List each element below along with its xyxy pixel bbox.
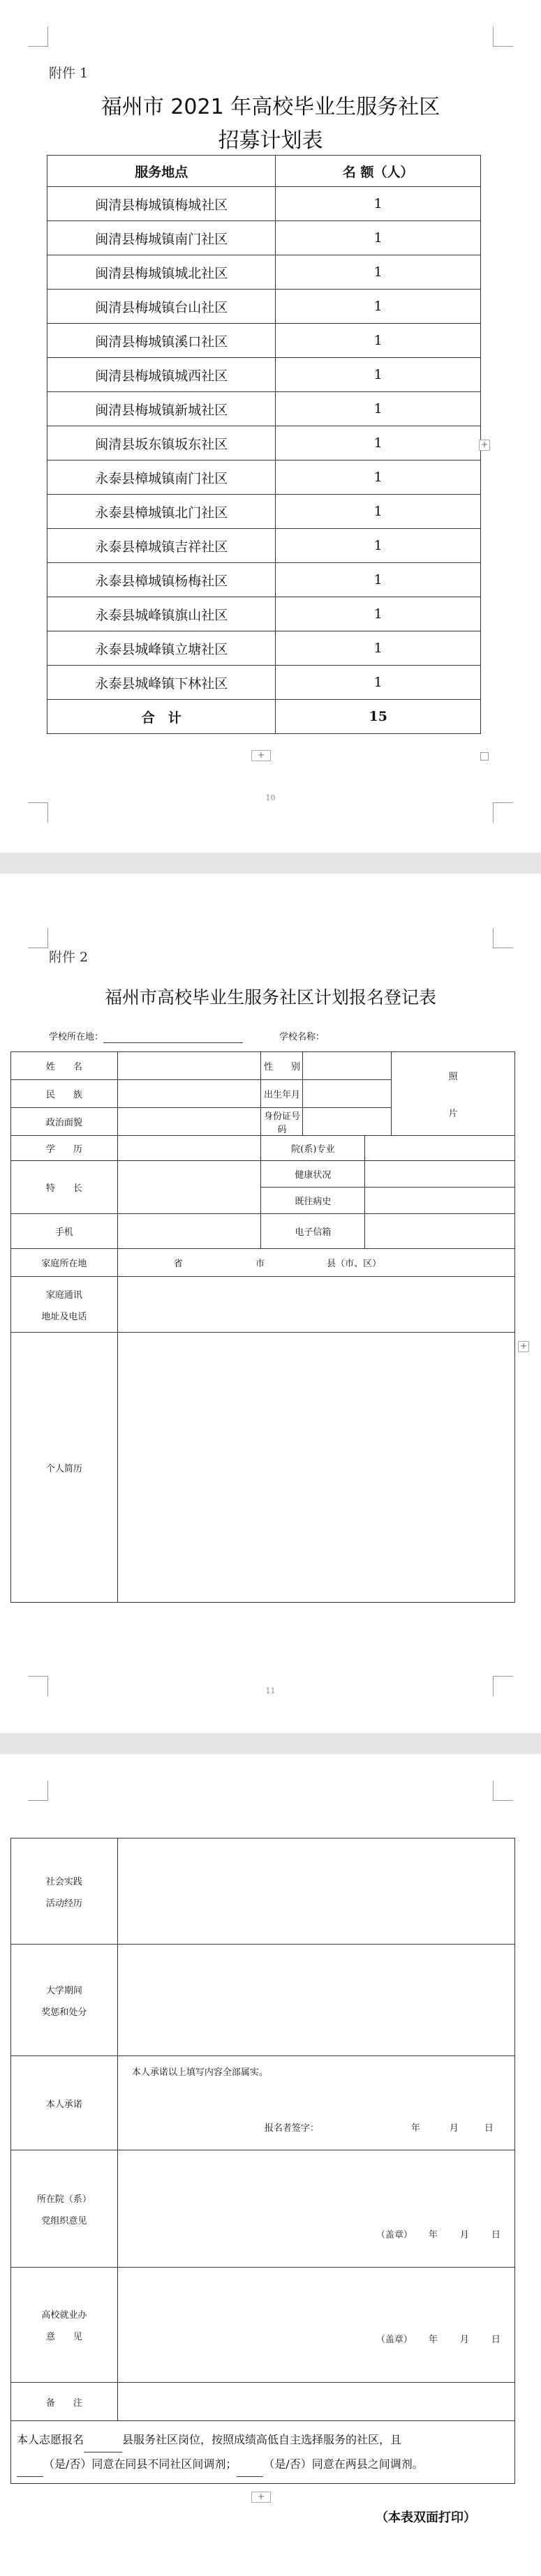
dept-opinion-line1: 所在院（系） (36, 2194, 91, 2205)
statement-part4: （是/否）同意在两县之间调剂。 (263, 2457, 424, 2471)
corner-mark (28, 27, 48, 47)
form-title: 福州市高校毕业生服务社区计划报名登记表 (104, 987, 436, 1008)
date-year: 年 (410, 2123, 420, 2134)
quota-cell: 1 (276, 631, 481, 666)
home-city: 市 (255, 1259, 265, 1269)
promise-label: 本人承诺 (11, 2056, 118, 2150)
skills-label: 特 长 (11, 1161, 118, 1214)
page-number: 11 (265, 1686, 276, 1695)
photo-label-top: 照 (448, 1071, 458, 1082)
home-province: 省 (173, 1259, 183, 1269)
degree-field[interactable] (117, 1136, 261, 1161)
medical-history-label: 既往病史 (261, 1188, 365, 1214)
corner-mark (493, 27, 513, 47)
employment-office-label (11, 2268, 118, 2383)
office-date-year: 年 (428, 2335, 438, 2345)
contact-label (11, 1277, 118, 1333)
medical-history-field[interactable] (365, 1188, 515, 1214)
total-value: 15 (276, 700, 481, 734)
email-field[interactable] (365, 1214, 515, 1249)
ethnicity-field[interactable] (117, 1080, 261, 1108)
page-3 (0, 1754, 541, 2576)
social-practice-line2: 活动经历 (45, 1898, 82, 1909)
county-blank[interactable] (84, 2428, 122, 2453)
footer-note: （本表双面打印） (376, 2510, 476, 2525)
remarks-field[interactable] (117, 2383, 514, 2421)
plan-title-line1: 福州市 2021 年高校毕业生服务社区 (101, 95, 440, 119)
add-row-icon[interactable]: + (251, 750, 271, 761)
date-month: 月 (449, 2123, 459, 2134)
corner-mark (493, 802, 513, 823)
statement-part3: （是/否）同意在同县不同社区间调剂； (43, 2457, 237, 2471)
page-1 (0, 0, 541, 853)
home-county: 县（市、区） (327, 1259, 382, 1269)
table-row (47, 666, 481, 700)
attachment-label: 附件 2 (49, 950, 89, 965)
email-label: 电子信箱 (261, 1214, 365, 1249)
quota-cell: 1 (276, 358, 481, 392)
promise-field[interactable] (117, 2056, 514, 2150)
school-location-line (49, 1029, 243, 1043)
location-cell: 闽清县梅城镇台山社区 (47, 290, 276, 324)
location-cell: 永泰县樟城镇杨梅社区 (47, 563, 276, 597)
location-cell: 永泰县城峰镇下林社区 (47, 666, 276, 700)
school-location-blank[interactable] (103, 1032, 243, 1043)
dept-date-month: 月 (459, 2230, 469, 2240)
total-label: 合 计 (47, 700, 276, 734)
location-cell: 闽清县梅城镇城北社区 (47, 255, 276, 290)
two-county-blank[interactable] (237, 2453, 263, 2477)
resize-handle-icon[interactable] (480, 752, 489, 761)
quota-cell: 1 (276, 529, 481, 563)
quota-cell: 1 (276, 255, 481, 290)
quota-cell: 1 (276, 392, 481, 426)
quota-cell: 1 (276, 290, 481, 324)
location-cell: 闽清县梅城镇新城社区 (47, 392, 276, 426)
corner-mark (28, 1781, 48, 1801)
quota-cell: 1 (276, 324, 481, 358)
social-practice-label (11, 1839, 118, 1945)
resume-field[interactable] (117, 1333, 514, 1603)
employment-office-field[interactable] (117, 2268, 514, 2383)
add-row-icon[interactable]: + (518, 1341, 529, 1352)
location-cell: 永泰县樟城镇北门社区 (47, 495, 276, 529)
corner-mark (28, 802, 48, 823)
home-location-label: 家庭所在地 (11, 1249, 118, 1277)
office-date-month: 月 (459, 2335, 469, 2345)
page-2 (0, 874, 541, 1733)
location-cell: 闽清县梅城镇梅城社区 (47, 187, 276, 221)
plan-title-line2: 招募计划表 (218, 128, 323, 153)
dept-seal: （盖章） (376, 2230, 413, 2240)
birth-field[interactable] (303, 1080, 392, 1108)
statement-part1: 本人志愿报名 (17, 2432, 84, 2446)
social-practice-field[interactable] (117, 1839, 514, 1945)
table-row (47, 631, 481, 666)
table-row (47, 563, 481, 597)
employment-office-line1: 高校就业办 (41, 2310, 87, 2321)
add-row-icon[interactable]: + (479, 440, 490, 451)
contact-field[interactable] (117, 1277, 514, 1333)
table-row (47, 358, 481, 392)
dept-date-year: 年 (428, 2230, 438, 2240)
office-seal: （盖章） (376, 2335, 413, 2345)
table-row (47, 187, 481, 221)
dept-opinion-field[interactable] (117, 2150, 514, 2268)
department-field[interactable] (365, 1136, 515, 1161)
remarks-label: 备 注 (11, 2383, 118, 2421)
id-number-field[interactable] (303, 1108, 392, 1136)
total-row (47, 700, 481, 734)
contact-label-line2: 地址及电话 (41, 1311, 87, 1322)
resume-label: 个人简历 (11, 1333, 118, 1603)
page-number: 10 (265, 793, 276, 802)
quota-cell: 1 (276, 426, 481, 460)
home-location-field[interactable] (117, 1249, 514, 1277)
table-header-row (47, 156, 481, 187)
corner-mark (493, 1781, 513, 1801)
table-row (47, 529, 481, 563)
recruit-plan-table (47, 155, 481, 734)
location-cell: 永泰县樟城镇吉祥社区 (47, 529, 276, 563)
phone-label: 手机 (11, 1214, 118, 1249)
awards-line2: 奖惩和处分 (41, 2007, 87, 2018)
quota-cell: 1 (276, 597, 481, 631)
add-row-icon[interactable]: + (251, 2492, 271, 2503)
office-date-day: 日 (491, 2335, 501, 2345)
dept-opinion-line2: 党组织意见 (41, 2215, 87, 2226)
dept-opinion-label (11, 2150, 118, 2268)
department-label: 院(系)专业 (261, 1136, 365, 1161)
attachment-label: 附件 1 (49, 66, 89, 81)
social-practice-line1: 社会实践 (45, 1876, 82, 1887)
phone-field[interactable] (117, 1214, 261, 1249)
table-row (47, 426, 481, 460)
registration-form-table (10, 1051, 515, 1603)
gender-label: 性 别 (261, 1052, 303, 1080)
photo-label-bottom: 片 (448, 1108, 458, 1119)
quota-cell: 1 (276, 563, 481, 597)
ethnicity-label: 民 族 (11, 1080, 118, 1108)
health-field[interactable] (365, 1161, 515, 1188)
table-row (47, 460, 481, 495)
skills-field[interactable] (117, 1161, 261, 1214)
gender-field[interactable] (303, 1052, 392, 1080)
name-label: 姓 名 (11, 1052, 118, 1080)
column-header-quota: 名 额（人） (276, 156, 481, 187)
quota-cell: 1 (276, 187, 481, 221)
table-row (47, 255, 481, 290)
table-row (47, 221, 481, 255)
table-row (47, 290, 481, 324)
promise-text: 本人承诺以上填写内容全部属实。 (131, 2067, 268, 2078)
column-header-location: 服务地点 (47, 156, 276, 187)
location-cell: 永泰县城峰镇旗山社区 (47, 597, 276, 631)
school-name-label: 学校名称： (279, 1032, 325, 1042)
location-cell: 闽清县梅城镇城西社区 (47, 358, 276, 392)
statement-part2: 县服务社区岗位，按照成绩高低自主选择服务的社区，且 (122, 2432, 402, 2446)
political-status-field[interactable] (117, 1108, 261, 1136)
table-row (47, 495, 481, 529)
corner-mark (493, 928, 513, 948)
quota-cell: 1 (276, 666, 481, 700)
table-row (47, 392, 481, 426)
location-cell: 闽清县坂东镇坂东社区 (47, 426, 276, 460)
id-number-label: 身份证号码 (261, 1108, 303, 1136)
table-row (47, 324, 481, 358)
quota-cell: 1 (276, 460, 481, 495)
birth-label: 出生年月 (261, 1080, 303, 1108)
political-status-label: 政治面貌 (11, 1108, 118, 1136)
health-label: 健康状况 (261, 1161, 365, 1188)
awards-field[interactable] (117, 1945, 514, 2056)
location-cell: 永泰县城峰镇立塘社区 (47, 631, 276, 666)
location-cell: 闽清县梅城镇南门社区 (47, 221, 276, 255)
photo-box[interactable] (392, 1052, 515, 1136)
dept-date-day: 日 (491, 2230, 501, 2240)
volunteer-statement (11, 2421, 515, 2484)
corner-mark (28, 928, 48, 948)
date-day: 日 (484, 2123, 494, 2134)
awards-label (11, 1945, 118, 2056)
quota-cell: 1 (276, 495, 481, 529)
quota-cell: 1 (276, 221, 481, 255)
name-field[interactable] (117, 1052, 261, 1080)
signature-label: 报名者签字： (264, 2123, 319, 2134)
location-cell: 永泰县樟城镇南门社区 (47, 460, 276, 495)
degree-label: 学 历 (11, 1136, 118, 1161)
same-county-blank[interactable] (17, 2453, 43, 2477)
registration-form-table-cont (10, 1838, 515, 2484)
location-cell: 闽清县梅城镇溪口社区 (47, 324, 276, 358)
contact-label-line1: 家庭通讯 (45, 1289, 82, 1301)
employment-office-line2: 意 见 (45, 2332, 82, 2342)
awards-line1: 大学期间 (45, 1985, 82, 1996)
table-row (47, 597, 481, 631)
school-location-label: 学校所在地： (49, 1032, 104, 1042)
